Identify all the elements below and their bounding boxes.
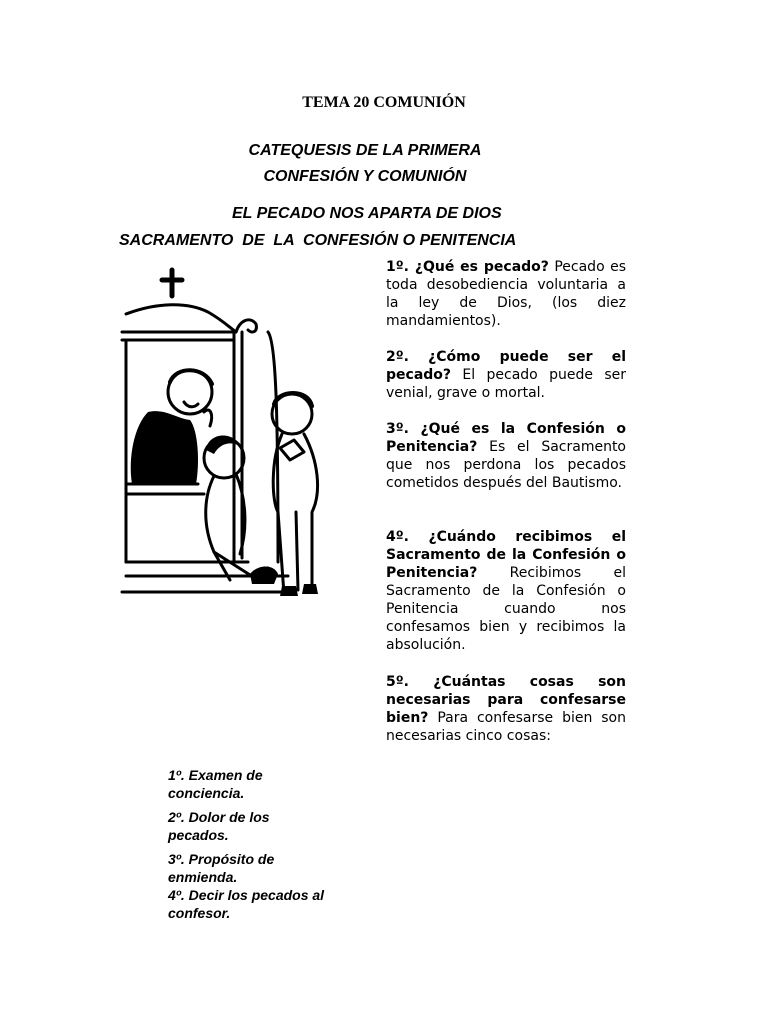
qa-question-1: 1º. ¿Qué es pecado? bbox=[386, 259, 549, 275]
step-4: 4º. Decir los pecados al confesor. bbox=[168, 887, 325, 921]
subtitle-line-1: CATEQUESIS DE LA PRIMERA bbox=[248, 142, 482, 159]
document-title: TEMA 20 COMUNIÓN bbox=[302, 94, 466, 111]
qa-answer-5: Para confesarse bien son necesarias cinco cosas: bbox=[386, 710, 626, 744]
qa-question-2: 2º. ¿Cómo puede ser el pecado? bbox=[386, 349, 626, 383]
qa-question-3: 3º. ¿Qué es la Confesión o Penitencia? bbox=[386, 421, 626, 455]
qa-item-2 bbox=[386, 348, 626, 402]
qa-answer-2: El pecado puede ser venial, grave o mortal. bbox=[386, 367, 626, 401]
qa-question-4: 4º. ¿Cuándo recibimos el Sacramento de la Confesión o Penitencia? bbox=[386, 529, 626, 581]
qa-item-3 bbox=[386, 420, 626, 492]
subtitle-line-2: CONFESIÓN Y COMUNIÓN bbox=[263, 168, 467, 185]
qa-item-1 bbox=[386, 258, 626, 330]
step-1: 1º. Examen de conciencia. bbox=[168, 767, 263, 801]
confession-illustration bbox=[118, 262, 354, 618]
qa-item-4 bbox=[386, 528, 626, 654]
qa-answer-3: Es el Sacramento que nos perdona los pecados cometidos después del Bautismo. bbox=[386, 439, 626, 491]
section-heading-sacramento: SACRAMENTO DE LA CONFESIÓN O PENITENCIA bbox=[119, 232, 517, 249]
qa-question-5: 5º. ¿Cuántas cosas son necesarias para confesarse bien? bbox=[386, 674, 626, 726]
section-heading-pecado: EL PECADO NOS APARTA DE DIOS bbox=[232, 205, 502, 222]
qa-item-5 bbox=[386, 673, 626, 745]
qa-answer-1: Pecado es toda desobediencia voluntaria a la ley de Dios, (los diez mandamientos). bbox=[386, 259, 626, 329]
step-3: 3º. Propósito de enmienda. bbox=[168, 851, 275, 885]
qa-answer-4: Recibimos el Sacramento de la Confesión o Penitencia cuando nos confesamos bien y recibimos la absolución. bbox=[386, 565, 626, 653]
step-2: 2º. Dolor de los pecados. bbox=[168, 809, 270, 843]
